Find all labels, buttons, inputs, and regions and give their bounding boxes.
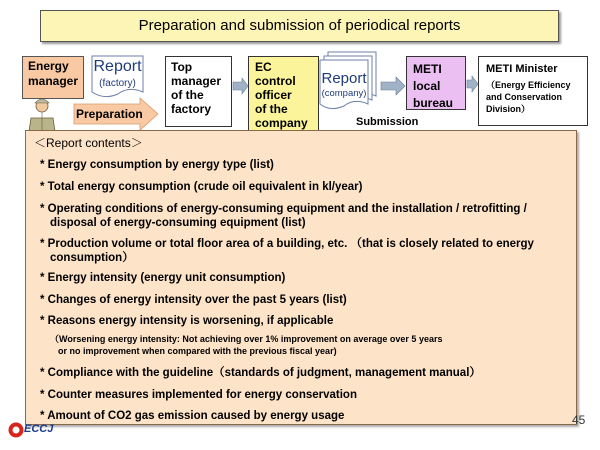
report-company — [320, 70, 368, 99]
top-manager-box: Top manager of the factory — [165, 56, 232, 127]
list-item: * Energy consumption by energy type (list) — [40, 159, 274, 171]
list-item: * Operating conditions of energy-consuming equipment and the installation / retrofitting / disposal of energy-consuming equipment (list) — [40, 203, 527, 229]
list-item: * Reasons energy intensity is worsening, if applicable — [40, 315, 334, 327]
report-factory-sub: (factory) — [99, 78, 136, 89]
report-contents-header: ＜Report contents＞ — [34, 136, 143, 150]
eccj-logo-text: ECCJ — [24, 423, 54, 435]
preparation-label: Preparation — [76, 107, 143, 121]
arrow-top-to-ec — [233, 78, 248, 94]
worsening-note: （Worsening energy intensity: Not achieving over 1% improvement on average over 5 years or no improvement when compared with the previous fiscal year) — [50, 334, 443, 356]
list-item: * Counter measures implemented for energy conservation — [40, 389, 357, 401]
list-item: * Total energy consumption (crude oil equivalent in kl/year) — [40, 181, 363, 193]
eccj-logo-icon — [7, 421, 25, 439]
report-company-label: Report — [321, 70, 367, 87]
meti-local-bureau-box: METI local bureau — [406, 56, 466, 110]
report-contents-panel — [25, 130, 577, 425]
list-item: * Changes of energy intensity over the past 5 years (list) — [40, 294, 347, 306]
report-company-sub: (company) — [321, 88, 367, 99]
list-item: * Energy intensity (energy unit consumption) — [40, 272, 286, 284]
report-factory-label: Report — [93, 58, 142, 75]
list-item: * Compliance with the guideline（standards of judgment, management manual） — [40, 367, 481, 379]
ec-control-officer-box: EC control officer of the company — [248, 56, 319, 131]
list-item: * Production volume or total floor area of a building, etc. （that is closely related to energy consumption） — [40, 238, 534, 264]
meti-minister-box: METI Minister （Energy Efficiency and Conservation Division） — [478, 56, 588, 126]
arrow-report-to-meti — [381, 77, 405, 95]
submission-label: Submission — [356, 116, 419, 128]
slide-title: Preparation and submission of periodical reports — [40, 10, 559, 42]
list-item: * Amount of CO2 gas emission caused by energy usage — [40, 410, 345, 422]
report-factory — [92, 58, 143, 89]
arrow-meti-to-minister — [467, 76, 478, 92]
energy-manager-box: Energy manager — [22, 56, 84, 99]
page-number: 45 — [572, 413, 586, 427]
